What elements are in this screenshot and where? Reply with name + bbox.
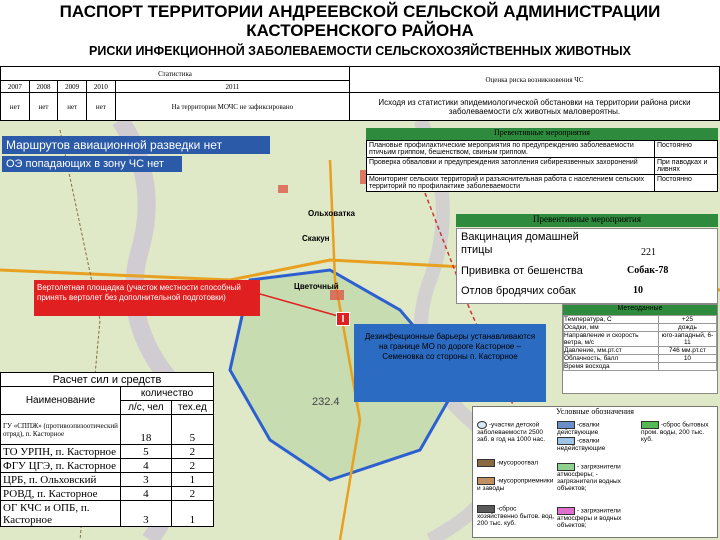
inactive-dump-icon [557,437,575,445]
weather-value: дождь [658,324,716,332]
helipad-note: Вертолетная площадка (участок местности способный принять вертолет без дополнительной подготовки) [34,280,260,316]
forces-row-ls: 4 [121,459,172,473]
preventive1-when: При паводках и ливнях [655,158,718,175]
legend-item [477,421,555,443]
forces-row-tech: 1 [171,501,213,527]
page-subtitle: РИСКИ ИНФЕКЦИОННОЙ ЗАБОЛЕВАЕМОСТИ СЕЛЬСКОХОЗЯЙСТВЕННЫХ ЖИВОТНЫХ [89,44,631,58]
weather-panel [562,304,718,394]
preventive1-table [366,140,718,192]
label-skakun: Скакун [302,234,330,243]
forces-row-tech: 5 [171,415,213,445]
forces-row-tech: 1 [171,473,213,487]
disinfection-barriers-note: Дезинфекционные барьеры устанавливаются на границе МО по дороге Касторное – Семеновка со стороны п. Касторное [354,324,546,402]
forces-table [0,372,214,527]
preventive1-when: Постоянно [655,175,718,192]
weather-label: Температура, С [564,316,659,324]
forces-row-name: ТО УРПН, п. Касторное [1,445,121,459]
risk-text: Исходя из статистики эпидемиологической обстановки на территории района риски заболеваемости с/х животных маловероятны. [350,93,720,121]
value-cell: нет [58,93,87,121]
weather-value: +25 [658,316,716,324]
forces-row-ls: 4 [121,487,172,501]
value-cell: На территории МОЧС не зафиксировано [115,93,349,121]
legend-text: - загрязнители атмосферы; - загрязнители водных объектов; [557,463,621,492]
label-olkhovatka: Ольховатка [308,209,355,218]
year-cell: 2010 [87,81,116,93]
preventive1-text: Плановые профилактические мероприятия по предупреждению заболеваемости птичьим гриппом, бешенством, свиным гриппом. [367,141,655,158]
weather-label: Давление, мм.рт.ст [564,347,659,355]
statistics-header: Статистика [1,67,350,81]
vaccination-label: Вакцинация домашней птицы [461,231,579,256]
legend-text: - загрязнители атмосферы и водных объектов; [557,507,622,529]
forces-col-tech: тех.ед [171,401,213,415]
preventive1-text: Мониторинг сельских территорий и разъяснительная работа с населением сельских территорий по профилактике заболеваемости [367,175,655,192]
weather-table [563,315,717,371]
forces-row-ls: 3 [121,501,172,527]
forces-row-name: РОВД, п. Касторное [1,487,121,501]
value-cell: нет [87,93,116,121]
weather-label: Время восхода [564,363,659,371]
forces-row-ls: 3 [121,473,172,487]
air-recon-banner: Маршрутов авиационной разведки нет [2,136,270,154]
waste-pile-icon [477,459,495,467]
forces-row-ls: 18 [121,415,172,445]
dog-catch-value: 10 [633,285,643,296]
value-cell: нет [1,93,30,121]
year-cell: 2011 [115,81,349,93]
legend-item [477,505,555,527]
legend-item [557,437,637,452]
legend-item [557,463,637,492]
page-title [0,2,720,40]
preventive1-text: Проверка обваловки и предупреждения затопления сибиреязвенных захоронений [367,158,655,175]
preventive1-when: Постоянно [655,141,718,158]
forces-header: Расчет сил и средств [1,373,214,387]
air-water-polluter-icon [557,463,575,471]
emergency-zone-banner: ОЭ попадающих в зону ЧС нет [2,156,182,172]
legend-panel [472,406,718,538]
forces-row-name: ГУ «СППЖ» (противоэпизоотический отряд), п. Касторное [1,415,121,445]
title-line1: ПАСПОРТ ТЕРРИТОРИИ АНДРЕЕВСКОЙ СЕЛЬСКОЙ АДМИНИСТРАЦИИ [59,2,661,21]
preventive2-header: Превентивные мероприятия [456,214,718,227]
forces-col-ls: л/с, чел [121,401,172,415]
weather-value: 746 мм.рт.ст [658,347,716,355]
risk-header: Оценка риска возникновения ЧС [350,67,720,93]
forces-row-tech: 2 [171,487,213,501]
vaccination-value: 221 [641,247,656,258]
forces-col-count: количество [121,387,214,401]
label-tsvetochny: Цветочный [294,282,339,291]
preventive1-header: Превентивные мероприятия [366,128,718,140]
legend-text: -мусороприемники и заводы [477,477,554,492]
legend-item [557,421,637,436]
household-discharge-icon [477,505,495,513]
legend-text: -мусороотвал [496,459,539,467]
forces-row-name: ЦРБ, п. Ольховский [1,473,121,487]
legend-text: -сброс бытовых пром. воды, 200 тыс. куб. [641,421,709,443]
legend-header: Условные обозначения [556,407,634,416]
active-dump-icon [557,421,575,429]
label-height: 232.4 [312,396,340,408]
forces-row-name: ОГ КЧС и ОПБ, п. Касторное [1,501,121,527]
weather-value: 10 [658,355,716,363]
forces-row-name: ФГУ ЦГЭ, п. Касторное [1,459,121,473]
legend-text: -свалки действующие [557,421,600,436]
weather-label: Облачность, балл [564,355,659,363]
year-cell: 2007 [1,81,30,93]
legend-text: -свалки недействующие [557,437,606,452]
title-line2: КАСТОРЕНСКОГО РАЙОНА [246,21,474,40]
helipad-pointer [260,290,340,320]
year-cell: 2008 [29,81,58,93]
legend-item [477,477,555,492]
waste-receiver-icon [477,477,495,485]
helipad-marker[interactable]: I [336,312,350,326]
combined-polluter-icon [557,507,575,515]
weather-value: юго-западный, 6-11 [658,332,716,347]
child-disease-icon [477,421,487,429]
industrial-discharge-icon [641,421,659,429]
statistics-table [0,66,720,121]
forces-col-name: Наименование [1,387,121,415]
rabies-value: Собак-78 [627,265,669,276]
legend-text: -участки детской заболеваемости 2500 заб. в год на 1000 нас. [477,421,546,443]
weather-header: Метеоданные [563,305,717,315]
year-cell: 2009 [58,81,87,93]
legend-item [641,421,717,443]
forces-row-tech: 2 [171,445,213,459]
forces-row-tech: 2 [171,459,213,473]
weather-label: Направление и скорость ветра, м/с [564,332,659,347]
dog-catch-label: Отлов бродячих собак [461,285,576,297]
legend-text: -сброс хозяйственно бытов. вод, 200 тыс. куб. [477,505,555,527]
preventive2-panel [456,228,718,304]
rabies-label: Прививка от бешенства [461,265,583,277]
forces-row-ls: 5 [121,445,172,459]
legend-item [557,507,637,529]
weather-label: Осадки, мм [564,324,659,332]
value-cell: нет [29,93,58,121]
legend-item [477,459,555,467]
weather-value [658,363,716,371]
